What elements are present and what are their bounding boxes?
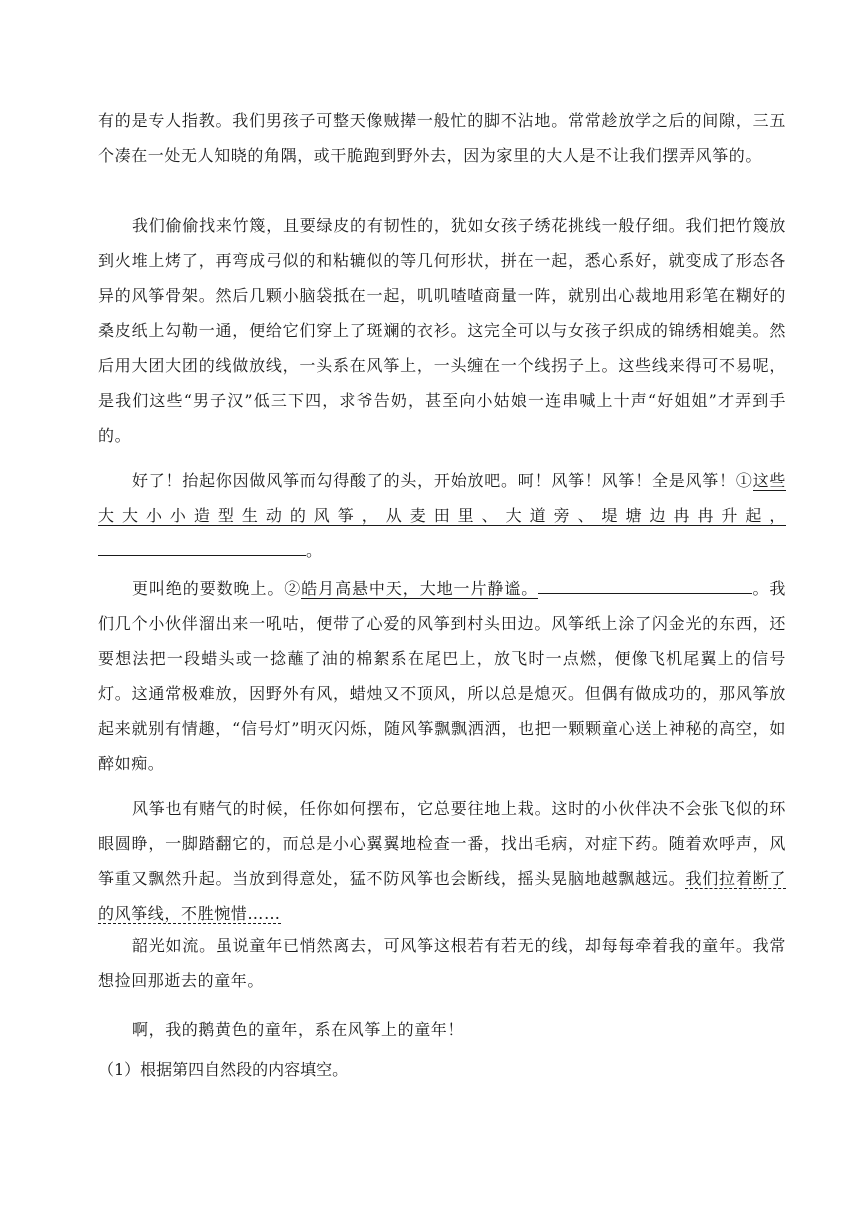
paragraph-4-text: 。我们几个小伙伴溜出来一吼咕，便带了心爱的风筝到村头田边。风筝纸上涂了闪金光的东西，还要想法把一段蜡头或一捻蘸了油的棉絮系在尾巴上，放飞时一点燃，便像飞机尾翼上的信号灯。这通常极难放，因野外有风，蜡烛又不顶风，所以总是熄灭。但偶有做成功的，那风筝放起来就别有情趣，“信号灯”明灭闪烁，随风筝飘飘洒洒，也把一颗颗童心送上神秘的高空，如醉如痴。 [98,579,787,773]
fill-blank-1[interactable] [98,539,306,556]
paragraph-7-text: 啊，我的鹅黄色的童年，系在风筝上的童年！ [132,1020,465,1039]
paragraph-5 [98,791,786,931]
paragraph-1-text: 有的是专人指教。我们男孩子可整天像贼撵一般忙的脚不沾地。常常趁放学之后的间隙，三五个凑在一处无人知晓的角隅，或干脆跑到野外去，因为家里的大人是不让我们摆弄风筝的。 [98,111,786,165]
paragraph-2-text: 我们偷偷找来竹篾，且要绿皮的有韧性的，犹如女孩子绣花挑线一般仔细。我们把竹篾放到火堆上烤了，再弯成弓似的和粘辘似的等几何形状，拼在一起，悉心系好，就变成了形态各异的风筝骨架。然后几颗小脑袋抵在一起，叽叽喳喳商量一阵，就别出心裁地用彩笔在糊好的桑皮纸上勾勒一通，便给它们穿上了斑斓的衣衫。这完全可以与女孩子织成的锦绣相媲美。然后用大团大团的线做放线，一头系在风筝上，一头缠在一个线拐子上。这些线来得可不易呢，是我们这些“男子汉”低三下四，求爷告奶，甚至向小姑娘一连串喊上十声“好姐姐”才弄到手的。 [98,216,786,445]
paragraph-3 [98,463,786,568]
paragraph-7 [98,1012,786,1047]
paragraph-5-text: 风筝也有赌气的时候，任你如何摆布，它总要往地上栽。这时的小伙伴决不会张飞似的环眼圆睁，一脚踏翻它的，而总是小心翼翼地检查一番，找出毛病，对症下药。随着欢呼声，风筝重又飘然升起。当放到得意处，猛不防风筝也会断线，摇头晃脑地越飘越远。 [98,799,786,888]
fill-blank-2[interactable] [538,577,752,594]
paragraph-6-text: 韶光如流。虽说童年已悄然离去，可风筝这根若有若无的线，却每每牵着我的童年。我常想捡回那逝去的童年。 [98,936,786,990]
paragraph-4 [98,571,786,781]
paragraph-4-underlined-sentence: 皓月高悬中天，大地一片静谧。 [301,579,539,598]
paragraph-2 [98,208,786,453]
question-1-text: （1）根据第四自然段的内容填空。 [98,1060,349,1079]
paragraph-6 [98,928,786,998]
question-1 [98,1052,786,1087]
paragraph-3-underlined-sentence: 这些大大小小造型生动的风筝，从麦田里、大道旁、堤塘边冉冉升起， [98,471,786,525]
paragraph-3-lead: 好了！抬起你因做风筝而勾得酸了的头，开始放吧。呵！风筝！风筝！全是风筝！① [132,471,753,490]
paragraph-1 [98,103,786,173]
paragraph-3-end: 。 [306,541,323,560]
paragraph-4-lead: 更叫绝的要数晚上。② [132,579,302,598]
paragraph-5-wavy-underlined: 我们拉着断了的风筝线，不胜惋惜…… [98,869,786,923]
